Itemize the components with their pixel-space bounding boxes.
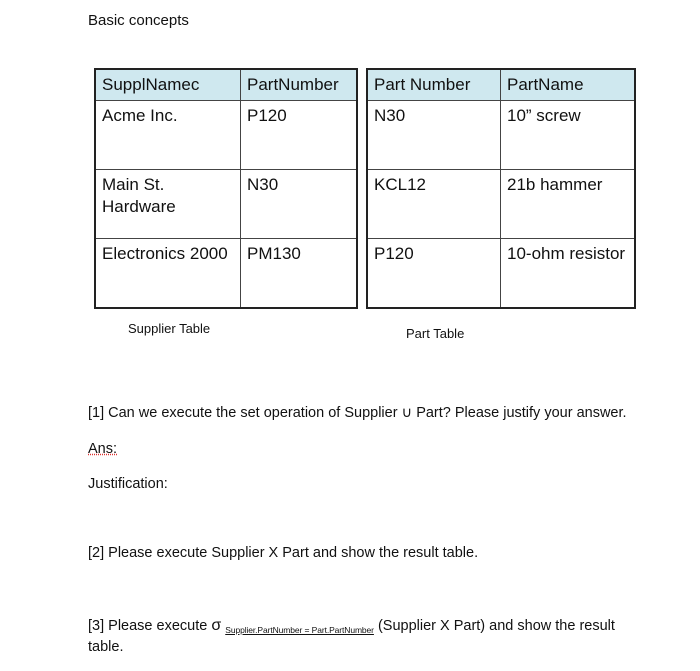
part-header-name: PartName xyxy=(501,69,636,101)
supplier-table xyxy=(94,68,358,309)
page-heading: Basic concepts xyxy=(88,12,189,29)
table-row xyxy=(95,101,357,170)
question-1: [1] Can we execute the set operation of Supplier ∪ Part? Please justify your answer. xyxy=(88,405,627,421)
table-row xyxy=(95,170,357,239)
table-row xyxy=(367,170,635,239)
supplier-cell: P120 xyxy=(241,101,358,170)
part-cell: KCL12 xyxy=(367,170,501,239)
part-cell: 10-ohm resistor xyxy=(501,239,636,309)
question-3-suffix: (Supplier X Part) and show the result table. xyxy=(88,618,615,655)
part-header-number: Part Number xyxy=(367,69,501,101)
part-cell: N30 xyxy=(367,101,501,170)
question-3-prefix: [3] Please execute xyxy=(88,618,208,634)
supplier-header-row xyxy=(95,69,357,101)
part-cell: 21b hammer xyxy=(501,170,636,239)
supplier-header-name: SupplNamec xyxy=(95,69,241,101)
sigma-symbol: σ xyxy=(211,617,222,634)
table-row xyxy=(367,101,635,170)
table-row xyxy=(95,239,357,309)
question-2: [2] Please execute Supplier X Part and show the result table. xyxy=(88,545,479,561)
answer-label: Ans: xyxy=(88,441,118,457)
question-3 xyxy=(88,617,648,656)
part-table-caption: Part Table xyxy=(406,326,465,341)
table-row xyxy=(367,239,635,309)
part-cell: P120 xyxy=(367,239,501,309)
supplier-table-caption: Supplier Table xyxy=(128,321,211,336)
supplier-cell: Electronics 2000 xyxy=(95,239,241,309)
justification-label: Justification: xyxy=(88,476,168,492)
supplier-cell: PM130 xyxy=(241,239,358,309)
selection-condition: Supplier.PartNumber = Part.PartNumber xyxy=(225,625,374,635)
supplier-cell: Acme Inc. xyxy=(95,101,241,170)
supplier-header-partnumber: PartNumber xyxy=(241,69,358,101)
part-header-row xyxy=(367,69,635,101)
part-cell: 10” screw xyxy=(501,101,636,170)
supplier-cell: N30 xyxy=(241,170,358,239)
part-table xyxy=(366,68,636,309)
supplier-cell: Main St. Hardware xyxy=(95,170,241,239)
